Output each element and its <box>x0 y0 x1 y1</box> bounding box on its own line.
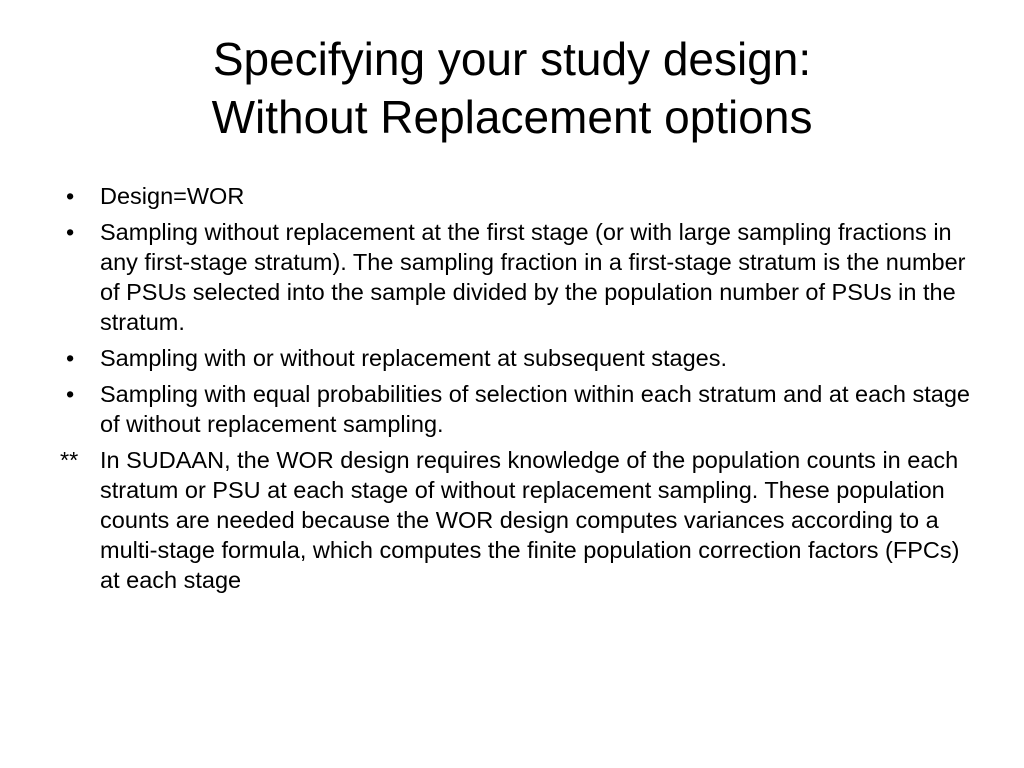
bullet-icon: • <box>66 345 75 371</box>
bullet-text: Sampling with or without replacement at subsequent stages. <box>100 345 728 371</box>
note-item-sudaan <box>60 445 980 595</box>
double-asterisk-marker: ** <box>60 447 79 473</box>
bullet-item-equal-probabilities <box>60 379 980 439</box>
title-line-1: Specifying your study design: <box>212 33 812 85</box>
bullet-item-first-stage <box>60 217 980 337</box>
bullet-icon: • <box>66 381 75 407</box>
bullet-item-design <box>60 181 980 211</box>
bullet-text: Sampling without replacement at the first stage (or with large sampling fractions in any first-stage stratum). The sampling fraction in a first-stage stratum is the number of PSUs selected into the sample divided by the population number of PSUs in the stratum. <box>100 219 966 335</box>
bullet-icon: • <box>66 219 75 245</box>
bullet-list <box>60 181 980 601</box>
bullet-item-subsequent-stages <box>60 343 980 373</box>
slide-title <box>60 30 964 146</box>
title-line-2: Without Replacement options <box>211 91 813 143</box>
bullet-icon: • <box>66 183 75 209</box>
note-text: In SUDAAN, the WOR design requires knowledge of the population counts in each stratum or PSU at each stage of without replacement sampling. These population counts are needed because the WOR design computes variances according to a multi-stage formula, which computes the finite population correction factors (FPCs) at each stage <box>100 447 960 593</box>
bullet-text: Design=WOR <box>100 183 245 209</box>
bullet-text: Sampling with equal probabilities of selection within each stratum and at each stage of without replacement sampling. <box>100 381 971 437</box>
